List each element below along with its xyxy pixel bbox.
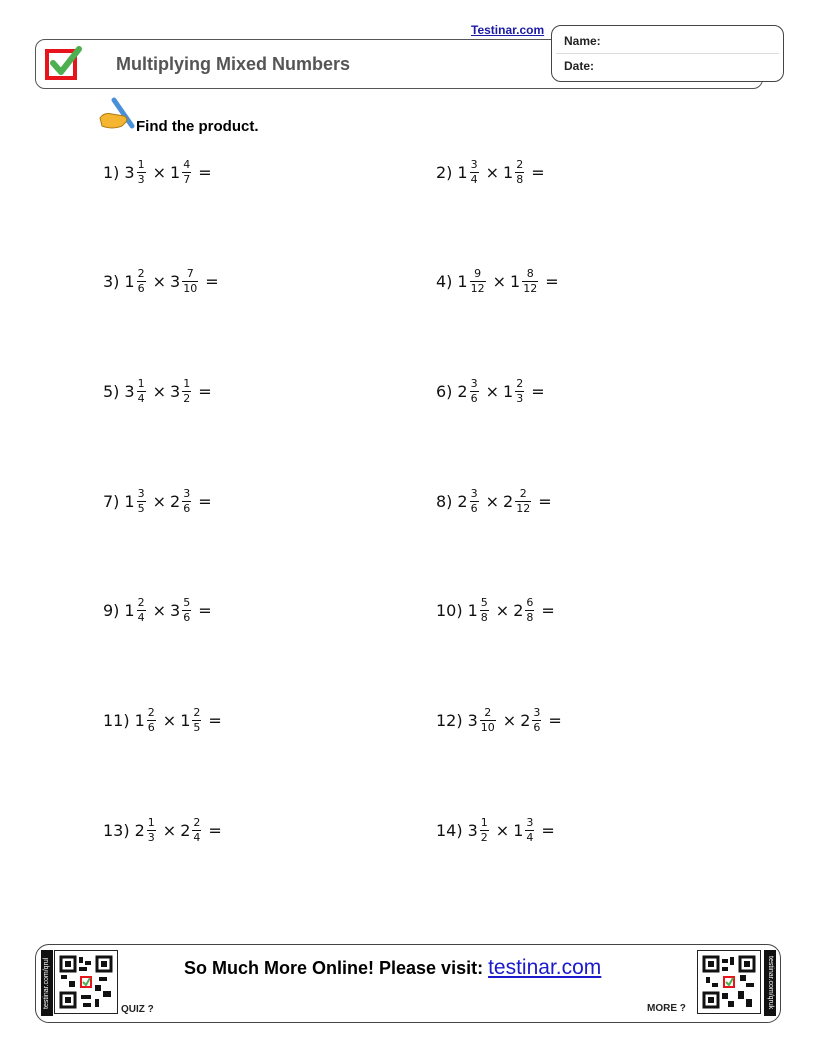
whole-number: 3 (124, 381, 135, 401)
numerator: 1 (183, 376, 191, 390)
fraction (192, 817, 201, 844)
problem-number: 3) (103, 271, 120, 291)
whole-number: 3 (124, 162, 135, 182)
denominator: 3 (516, 391, 524, 405)
denominator: 8 (526, 610, 534, 624)
whole-number: 1 (503, 162, 514, 182)
numerator: 9 (474, 266, 482, 280)
whole-number: 1 (510, 271, 521, 291)
instruction-text: Find the product. (136, 118, 259, 135)
denominator: 6 (137, 281, 145, 295)
divider (556, 53, 779, 54)
whole-number: 1 (457, 271, 468, 291)
denominator: 6 (470, 501, 478, 515)
denominator: 4 (137, 391, 145, 405)
fraction (480, 817, 489, 844)
numerator: 3 (470, 376, 478, 390)
qr-code-quiz-icon[interactable] (54, 950, 118, 1014)
fraction (182, 268, 198, 295)
numerator: 1 (137, 376, 145, 390)
whole-number: 2 (520, 710, 531, 730)
checkmark-logo-icon (45, 45, 83, 81)
equals-sign: = (198, 381, 212, 401)
problem-13 (103, 810, 226, 850)
fraction (182, 378, 191, 405)
problem-number: 4) (436, 271, 453, 291)
numerator: 4 (183, 157, 191, 171)
denominator: 3 (147, 830, 155, 844)
denominator: 5 (137, 501, 145, 515)
whole-number: 1 (170, 162, 181, 182)
denominator: 3 (137, 172, 145, 186)
denominator: 6 (470, 391, 478, 405)
qr-code-more-icon[interactable] (697, 950, 761, 1014)
fraction (522, 268, 538, 295)
equals-sign: = (531, 162, 545, 182)
problem-number: 13) (103, 820, 130, 840)
denominator: 12 (523, 281, 538, 295)
fraction (137, 159, 146, 186)
equals-sign: = (531, 381, 545, 401)
whole-number: 1 (124, 271, 135, 291)
fraction (470, 378, 479, 405)
fraction (525, 597, 534, 624)
worksheet-title: Multiplying Mixed Numbers (116, 54, 351, 74)
whole-number: 3 (467, 820, 478, 840)
denominator: 12 (470, 281, 485, 295)
times-sign: × (485, 381, 500, 401)
equals-sign: = (198, 600, 212, 620)
problem-number: 9) (103, 600, 120, 620)
whole-number: 1 (513, 820, 524, 840)
times-sign: × (485, 162, 500, 182)
denominator: 4 (193, 830, 201, 844)
times-sign: × (152, 600, 167, 620)
whole-number: 1 (457, 162, 468, 182)
writing-hand-icon (98, 96, 136, 134)
whole-number: 2 (170, 491, 181, 511)
name-field[interactable]: Name: (564, 34, 601, 48)
whole-number: 3 (170, 600, 181, 620)
footer-text: So Much More Online! Please visit: (184, 958, 489, 978)
problem-2 (436, 152, 549, 192)
fraction (147, 707, 156, 734)
qr-side-label-right: testinar.com/qruk (764, 950, 776, 1016)
denominator: 12 (516, 501, 531, 515)
fraction (137, 268, 146, 295)
problem-number: 14) (436, 820, 463, 840)
numerator: 6 (526, 595, 534, 609)
qr-side-label-left: testinar.com/qrul (41, 950, 53, 1016)
whole-number: 2 (457, 381, 468, 401)
times-sign: × (152, 381, 167, 401)
numerator: 3 (470, 486, 478, 500)
numerator: 2 (484, 705, 492, 719)
numerator: 8 (526, 266, 534, 280)
fraction (480, 597, 489, 624)
denominator: 8 (516, 172, 524, 186)
numerator: 2 (137, 266, 145, 280)
fraction (515, 159, 524, 186)
times-sign: × (152, 491, 167, 511)
whole-number: 2 (180, 820, 191, 840)
testinar-footer-link[interactable]: testinar.com (488, 956, 602, 979)
footer-message (184, 956, 601, 980)
times-sign: × (495, 600, 510, 620)
numerator: 2 (193, 705, 201, 719)
fraction (470, 488, 479, 515)
times-sign: × (152, 271, 167, 291)
fraction (515, 488, 531, 515)
whole-number: 1 (124, 600, 135, 620)
equals-sign: = (548, 710, 562, 730)
equals-sign: = (198, 491, 212, 511)
problem-number: 10) (436, 600, 463, 620)
problem-number: 7) (103, 491, 120, 511)
equals-sign: = (208, 820, 222, 840)
fraction (137, 488, 146, 515)
denominator: 4 (137, 610, 145, 624)
name-date-box (551, 25, 784, 82)
problem-8 (436, 481, 556, 521)
problem-number: 12) (436, 710, 463, 730)
fraction (525, 817, 534, 844)
denominator: 6 (183, 610, 191, 624)
fraction (137, 597, 146, 624)
fraction (470, 268, 486, 295)
denominator: 8 (480, 610, 488, 624)
fraction (192, 707, 201, 734)
whole-number: 3 (170, 381, 181, 401)
numerator: 2 (137, 595, 145, 609)
whole-number: 1 (134, 710, 145, 730)
equals-sign: = (198, 162, 212, 182)
whole-number: 2 (503, 491, 514, 511)
denominator: 2 (480, 830, 488, 844)
problem-9 (103, 590, 216, 630)
fraction (515, 378, 524, 405)
denominator: 10 (183, 281, 198, 295)
problem-11 (103, 700, 226, 740)
numerator: 2 (516, 157, 524, 171)
numerator: 3 (183, 486, 191, 500)
fraction (532, 707, 541, 734)
problem-1 (103, 152, 216, 192)
fraction (182, 597, 191, 624)
times-sign: × (495, 820, 510, 840)
equals-sign: = (541, 820, 555, 840)
numerator: 7 (186, 266, 194, 280)
times-sign: × (152, 162, 167, 182)
problem-12 (436, 700, 566, 740)
denominator: 4 (470, 172, 478, 186)
numerator: 1 (480, 815, 488, 829)
whole-number: 1 (124, 491, 135, 511)
whole-number: 1 (467, 600, 478, 620)
whole-number: 2 (457, 491, 468, 511)
times-sign: × (162, 710, 177, 730)
equals-sign: = (205, 271, 219, 291)
problem-14 (436, 810, 559, 850)
problem-number: 2) (436, 162, 453, 182)
date-field[interactable]: Date: (564, 59, 595, 73)
problem-6 (436, 371, 549, 411)
times-sign: × (502, 710, 517, 730)
problem-number: 1) (103, 162, 120, 182)
numerator: 2 (147, 705, 155, 719)
problem-number: 8) (436, 491, 453, 511)
problem-number: 6) (436, 381, 453, 401)
denominator: 6 (147, 720, 155, 734)
numerator: 3 (137, 486, 145, 500)
fraction (147, 817, 156, 844)
testinar-top-link[interactable]: Testinar.com (471, 23, 545, 37)
problem-3 (103, 261, 223, 301)
problem-7 (103, 481, 216, 521)
problem-number: 5) (103, 381, 120, 401)
times-sign: × (492, 271, 507, 291)
more-label: MORE ? (647, 1003, 686, 1014)
denominator: 2 (183, 391, 191, 405)
whole-number: 1 (180, 710, 191, 730)
denominator: 6 (533, 720, 541, 734)
numerator: 5 (480, 595, 488, 609)
problem-4 (436, 261, 563, 301)
numerator: 1 (147, 815, 155, 829)
numerator: 3 (526, 815, 534, 829)
whole-number: 3 (467, 710, 478, 730)
whole-number: 2 (134, 820, 145, 840)
fraction (182, 159, 191, 186)
denominator: 10 (480, 720, 495, 734)
numerator: 5 (183, 595, 191, 609)
problem-10 (436, 590, 559, 630)
denominator: 4 (526, 830, 534, 844)
whole-number: 3 (170, 271, 181, 291)
fraction (470, 159, 479, 186)
problem-number: 11) (103, 710, 130, 730)
times-sign: × (485, 491, 500, 511)
fraction (480, 707, 496, 734)
equals-sign: = (208, 710, 222, 730)
numerator: 1 (137, 157, 145, 171)
fraction (137, 378, 146, 405)
numerator: 2 (516, 376, 524, 390)
problem-5 (103, 371, 216, 411)
numerator: 2 (193, 815, 201, 829)
numerator: 3 (533, 705, 541, 719)
equals-sign: = (538, 491, 552, 511)
numerator: 3 (470, 157, 478, 171)
times-sign: × (162, 820, 177, 840)
denominator: 5 (193, 720, 201, 734)
fraction (182, 488, 191, 515)
whole-number: 1 (503, 381, 514, 401)
quiz-label: QUIZ ? (121, 1004, 154, 1015)
equals-sign: = (541, 600, 555, 620)
whole-number: 2 (513, 600, 524, 620)
numerator: 2 (519, 486, 527, 500)
denominator: 6 (183, 501, 191, 515)
denominator: 7 (183, 172, 191, 186)
equals-sign: = (545, 271, 559, 291)
